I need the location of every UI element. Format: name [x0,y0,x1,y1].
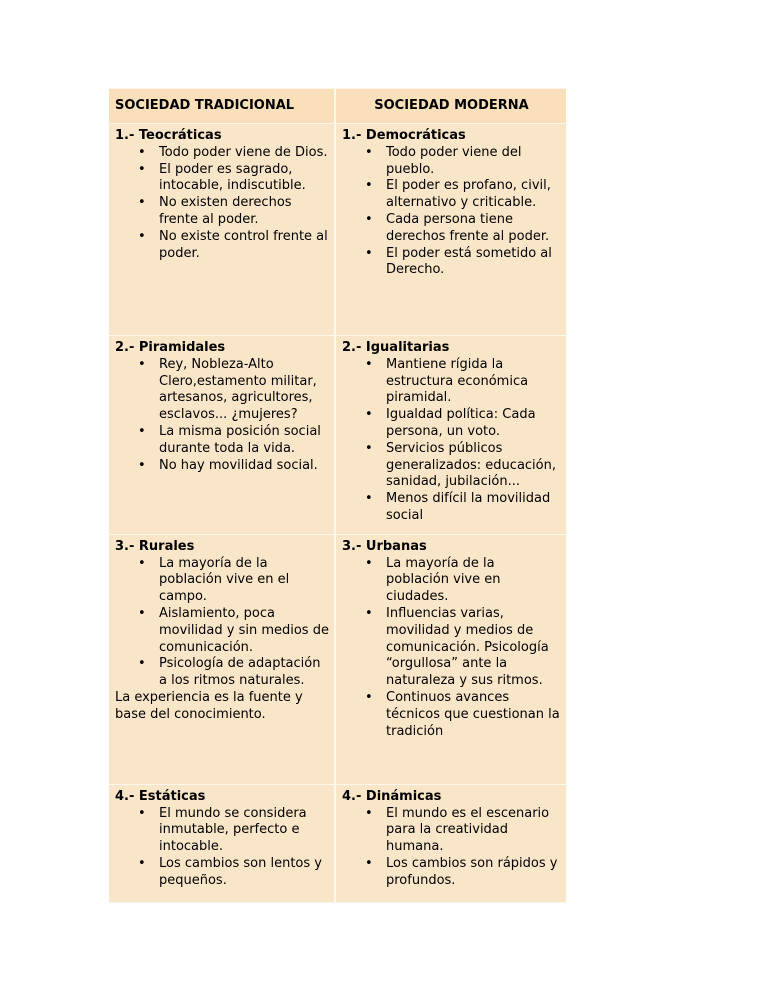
modern-cell [335,534,566,784]
list-item: • El mundo es el escenario para la creatividad humana. [342,806,561,856]
modern-cell [335,784,566,902]
header-traditional: SOCIEDAD TRADICIONAL [109,89,335,124]
list-item: • Cada persona tiene derechos frente al poder. [342,212,561,246]
comparison-table [109,88,566,903]
header-modern: SOCIEDAD MODERNA [335,89,566,124]
list-item: • Todo poder viene del pueblo. [342,145,561,179]
list-item: • Mantiene rígida la estructura económica piramidal. [342,357,561,407]
traditional-cell [109,336,335,535]
list-item: • Los cambios son rápidos y profundos. [342,856,561,890]
list-item: • El poder es sagrado, intocable, indiscutible. [115,162,329,196]
traditional-cell [109,534,335,784]
list-item: • No existen derechos frente al poder. [115,195,329,229]
section-title: 2.- Igualitarias [342,340,450,355]
section-title: 4.- Estáticas [115,788,206,804]
bullet-list [342,357,561,525]
bullet-list [342,145,561,279]
list-item: • Rey, Nobleza-Alto Clero,estamento militar, artesanos, agricultores, esclavos... ¿mujeres? [115,357,329,424]
section-title: 1.- Democráticas [342,128,466,143]
list-item: • Psicología de adaptación a los ritmos naturales. [115,656,329,690]
list-item: • Menos difícil la movilidad social [342,491,561,525]
list-item: • La mayoría de la población vive en el campo. [115,556,329,606]
list-item: • Los cambios son lentos y pequeños. [115,856,329,890]
bullet-list [115,556,329,690]
modern-cell [335,124,566,336]
bullet-list [115,357,329,475]
section-title: 3.- Urbanas [342,538,427,554]
section-title: 3.- Rurales [115,538,195,554]
list-item: • La mayoría de la población vive en ciudades. [342,556,561,606]
list-item: • No hay movilidad social. [115,458,329,475]
list-item: • El mundo se considera inmutable, perfecto e intocable. [115,806,329,856]
table-row [109,784,566,902]
list-item: • El poder está sometido al Derecho. [342,246,561,280]
section-title: 4.- Dinámicas [342,788,442,804]
cell-note: La experiencia es la fuente y base del conocimiento. [115,689,303,722]
list-item: • Igualdad política: Cada persona, un voto. [342,407,561,441]
list-item: • El poder es profano, civil, alternativo y criticable. [342,178,561,212]
traditional-cell [109,784,335,902]
list-item: • Continuos avances técnicos que cuestionan la tradición [342,690,561,740]
list-item: • Todo poder viene de Dios. [115,145,329,162]
list-item: • La misma posición social durante toda la vida. [115,424,329,458]
bullet-list [115,145,329,263]
traditional-cell [109,124,335,336]
section-title: 2.- Piramidales [115,340,226,355]
list-item: • No existe control frente al poder. [115,229,329,263]
bullet-list [342,806,561,890]
table-row [109,336,566,535]
table-row [109,534,566,784]
bullet-list [342,556,561,741]
bullet-list [115,806,329,890]
section-title: 1.- Teocráticas [115,128,222,143]
table-header-row [109,89,566,124]
modern-cell [335,336,566,535]
list-item: • Aislamiento, poca movilidad y sin medios de comunicación. [115,606,329,656]
table-row [109,124,566,336]
list-item: • Servicios públicos generalizados: educación, sanidad, jubilación... [342,441,561,491]
list-item: • Influencias varias, movilidad y medios de comunicación. Psicología “orgullosa” ante la naturaleza y sus ritmos. [342,606,561,690]
